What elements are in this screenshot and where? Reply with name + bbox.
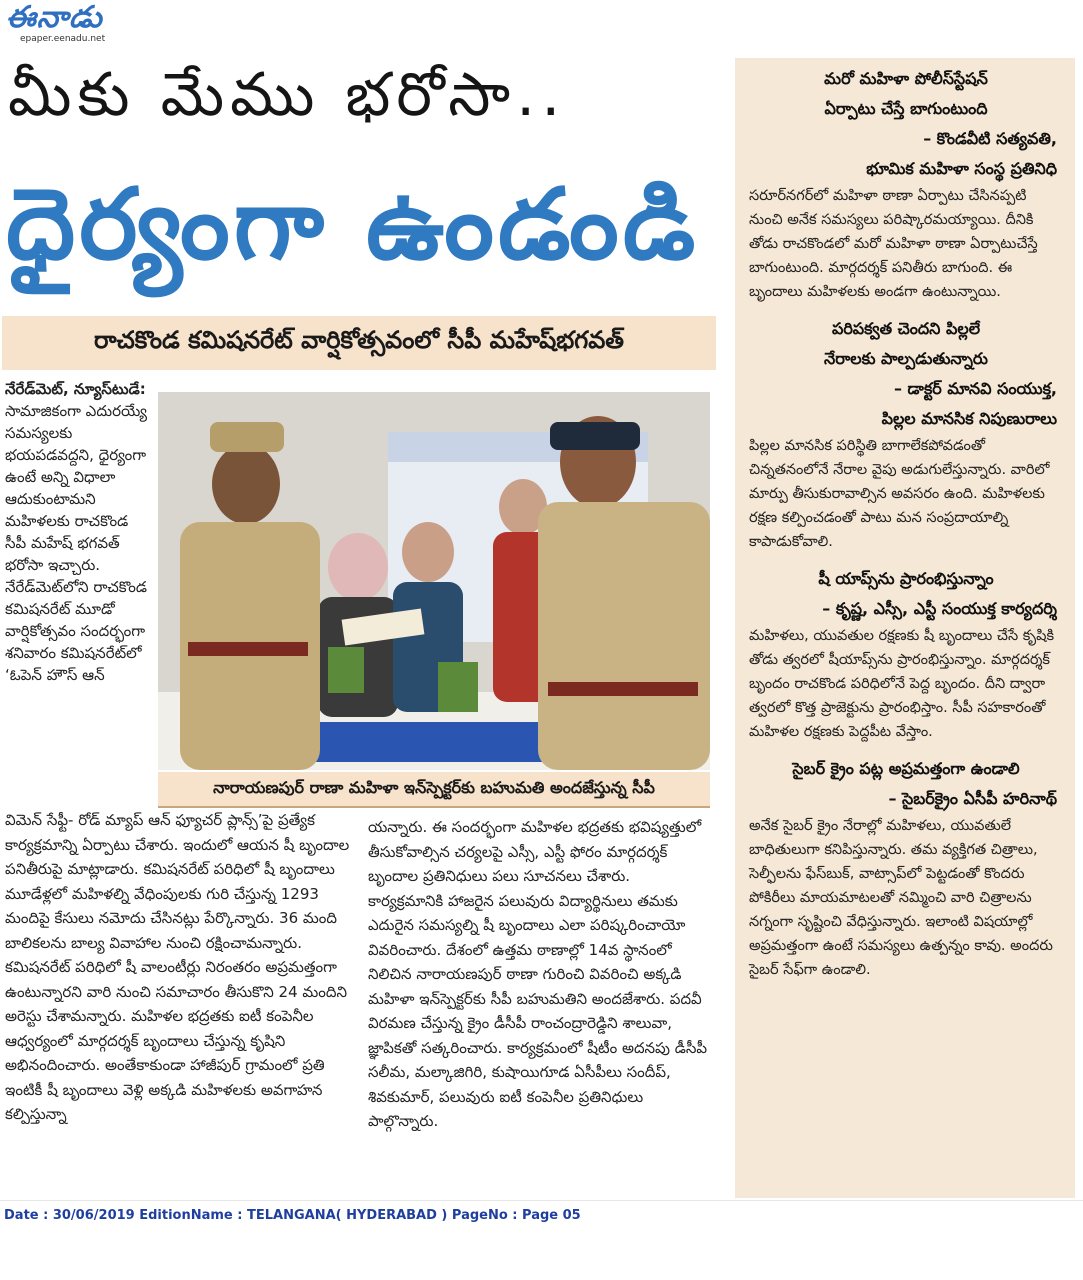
article-column-1 — [5, 378, 153, 686]
section-attribution: – కృష్ణ, ఎస్సీ, ఎస్టీ సంయుక్త కార్యదర్శి — [822, 599, 1057, 618]
footer-divider — [0, 1200, 1083, 1201]
section-body: అనేక సైబర్ క్రైం నేరాల్లో మహిళలు, యువతులే బాధితులుగా కనిపిస్తున్నారు. తమ వ్యక్తిగత చిత్రాలు, సెల్ఫీలను ఫేస్‌బుక్, వాట్సాప్‌లో పెట్టడంతో కొందరు పోకిరీలు మాయమాటలతో నమ్మించి వారి చిత్రాలను నగ్నంగా సృష్టించి వేధిస్తున్నారు. ఇలాంటి విషయాల్లో అప్రమత్తంగా ఉంటే సమస్యలు ఉత్పన్నం కావు. అందరు సైబర్ సేఫ్‌గా ఉండాలి. — [749, 818, 1053, 978]
section-heading: ఏర్పాటు చేస్తే బాగుంటుంది — [824, 99, 988, 118]
newspaper-logo: ఈనాడు — [6, 0, 103, 35]
sidebar-section-2 — [749, 314, 1063, 554]
section-body: పిల్లల మానసిక పరిస్థితి బాగాలేకపోవడంతో చిన్నతనంలోనే నేరాల వైపు అడుగులేస్తున్నారు. వారిలో మార్పు తీసుకురావాల్సిన అవసరం ఉంది. మహిళలకు రక్షణ కల్పించడంతో పాటు మన సంప్రదాయాల్ని కాపాడుకోవాలి. — [749, 438, 1050, 550]
section-body: సరూర్‌నగర్‌లో మహిళా ఠాణా ఏర్పాటు చేసినప్పటి నుంచి అనేక సమస్యలు పరిష్కారమయ్యాయి. దీనికి తోడు రాచకొండలో మరో మహిళా ఠాణా ఏర్పాటుచేస్తే బాగుంటుంది. మార్గదర్శక్ పనితీరు బాగుంది. ఈ బృందాలు మహిళలకు అండగా ఉంటున్నాయి. — [749, 188, 1038, 300]
sidebar-section-4 — [749, 754, 1063, 982]
footer-edition-info: Date : 30/06/2019 EditionName : TELANGANA( HYDERABAD ) PageNo : Page 05 — [4, 1208, 581, 1223]
headline-line2: ధైర్యంగా ఉండండి — [6, 168, 700, 282]
photo-caption: నారాయణపుర్ రాణా మహిళా ఇన్‌స్పెక్టర్‌కు బహుమతి అందజేస్తున్న సీపీ — [158, 772, 710, 808]
section-attribution: – కొండవీటి సత్యవతి, — [923, 129, 1057, 148]
section-heading: షీ యాప్స్‌ను ప్రారంభిస్తున్నాం — [818, 569, 994, 588]
subheadline: రాచకొండ కమిషనరేట్ వార్షికోత్సవంలో సీపీ మహేష్‌భగవత్ — [2, 316, 716, 370]
event-photo — [158, 392, 710, 770]
article-text-col1: సామాజికంగా ఎదురయ్యే సమస్యలకు భయపడవద్దని, ధైర్యంగా ఉంటే అన్ని విధాలా ఆదుకుంటామని మహిళలకు రాచకొండ సీపీ మహేష్ భగవత్ భరోసా ఇచ్చారు. నేరేడ్‌మెట్‌లోని రాచకొండ కమిషనరేట్ మూడో వార్షికోత్సవం సందర్భంగా శనివారం కమిషనరేట్‌లో ‘ఓపెన్ హౌస్ ఆన్ — [5, 402, 148, 684]
byline: నేరేడ్‌మెట్, న్యూస్‌టుడే: — [5, 380, 146, 398]
photo-illustration — [158, 392, 710, 770]
sidebar-section-3 — [749, 564, 1063, 744]
epaper-url[interactable]: epaper.eenadu.net — [20, 34, 106, 44]
section-heading: నేరాలకు పాల్పడుతున్నారు — [824, 349, 988, 368]
headline-line1: మీకు మేము భరోసా.. — [8, 60, 567, 130]
section-attribution: భూమిక మహిళా సంస్థ ప్రతినిధి — [866, 159, 1057, 178]
masthead — [6, 2, 146, 48]
section-attribution: – డాక్టర్ మానవి సంయుక్త, — [893, 379, 1057, 398]
article-column-3: యన్నారు. ఈ సందర్భంగా మహిళల భద్రతకు భవిష్యత్తులో తీసుకోవాల్సిన చర్యలపై ఎస్సీ, ఎస్టీ ఫోరం మార్గదర్శక్ బృందాల ప్రతినిధులు పలు సూచనలు చేశారు. కార్యక్రమానికి హాజరైన పలువురు విద్యార్థినులు తమకు ఎదురైన సమస్యల్ని షీ బృందాలు ఎలా పరిష్కరించాయో వివరించారు. దేశంలో ఉత్తమ ఠాణాల్లో 14వ స్థానంలో నిలిచిన నారాయణపుర్ ఠాణా గురించి వివరించి అక్కడి మహిళా ఇన్‌స్పెక్టర్‌కు సీపీ బహుమతిని అందజేశారు. పదవీ విరమణ చేస్తున్న క్రైం డీసీపీ రాంచంద్రారెడ్డిని శాలువా, జ్ఞాపికతో సత్కరించారు. కార్యక్రమంలో షీటీం అదనపు డీసీపీ సలీమ, మల్కాజిగిరి, కుషాయిగూడ ఏసీపీలు సందీప్, శివకుమార్, పలువురు ఐటీ కంపెనీల ప్రతినిధులు పాల్గొన్నారు. — [368, 818, 708, 1130]
section-heading: మరో మహిళా పోలీస్‌స్టేషన్ — [824, 69, 988, 88]
section-heading: సైబర్ క్రైం పట్ల అప్రమత్తంగా ఉండాలి — [792, 759, 1020, 778]
sidebar-section-1 — [749, 64, 1063, 304]
section-body: మహిళలు, యువతుల రక్షణకు షీ బృందాలు చేసే కృషికి తోడు త్వరలో షీయాప్స్‌ను ప్రారంభిస్తున్నాం. మార్గదర్శక్ బృందం రాచకొండ పరిధిలోనే పెద్ద బృందం. దీని ద్వారా త్వరలో కొత్త ప్రాజెక్టును ప్రారంభిస్తాం. సీపీ సహకారంతో మహిళల రక్షణకు పెద్దపీట వేస్తాం. — [749, 628, 1055, 740]
section-attribution: పిల్లల మానసిక నిపుణురాలు — [881, 409, 1057, 428]
section-attribution: – సైబర్‌క్రైం ఏసీపీ హరినాథ్ — [888, 789, 1057, 808]
section-heading: పరిపక్వత చెందని పిల్లలే — [831, 319, 981, 338]
sidebar-quotes — [735, 58, 1075, 1198]
article-column-2: విమెన్ సేఫ్టీ- రోడ్ మ్యాప్ ఆన్ ఫ్యూచర్ ప్లాన్స్’పై ప్రత్యేక కార్యక్రమాన్ని ఏర్పాటు చేశారు. ఇందులో ఆయన షీ బృందాల పనితీరుపై మాట్లాడారు. కమిషనరేట్ పరిధిలో షీ బృందాలు మూడేళ్లలో మహిళల్ని వేధింపులకు గురి చేస్తున్న 1293 మందిపై కేసులు నమోదు చేసినట్లు పేర్కొన్నారు. 36 మంది బాలికలను బాల్య వివాహాల నుంచి రక్షించామన్నారు. కమిషనరేట్ పరిధిలో షీ వాలంటీర్లు నిరంతరం అప్రమత్తంగా ఉంటున్నారని వారి నుంచి సమాచారం తీసుకొని 24 మందిని అరెస్టు చేశామన్నారు. మహిళల భద్రతకు ఐటీ కంపెనీల ఆధ్వర్యంలో మార్గదర్శక్ బృందాలు చేస్తున్న కృషిని అభినందించారు. అంతేకాకుండా హాజీపుర్ గ్రామంలో ప్రతి ఇంటికీ షీ బృందాలు వెళ్లి అక్కడి మహిళలకు అవగాహన కల్పిస్తున్నా — [5, 811, 350, 1123]
